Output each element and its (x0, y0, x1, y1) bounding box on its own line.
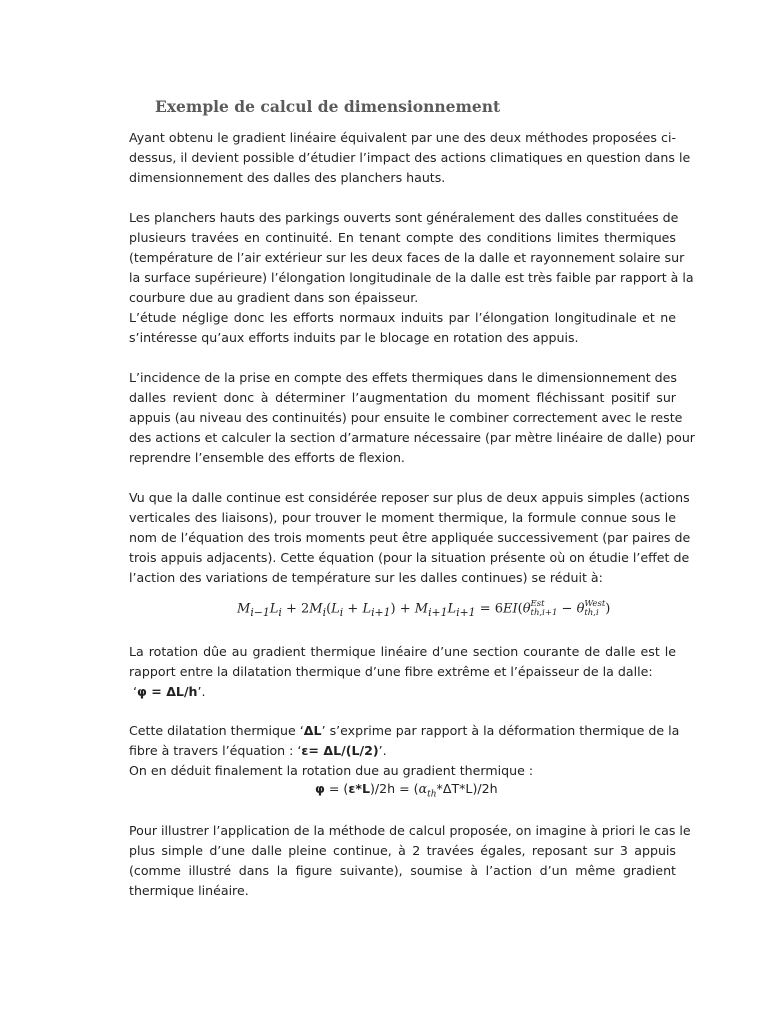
paragraph-planchers (129, 208, 694, 348)
paragraph-rotation (129, 642, 676, 702)
text-line: On en déduit finalement la rotation due au gradient thermique : (129, 763, 534, 778)
text-line: dessus, il devient possible d’étudier l’impact des actions climatiques en question dans le (129, 150, 691, 165)
text-line: trois appuis adjacents). Cette équation (pour la situation présente où on étudie l’effet de (129, 550, 690, 565)
text-line: (température de l’air extérieur sur les deux faces de la dalle et rayonnement solaire sur (129, 250, 685, 265)
text-line: (comme illustré dans la figure suivante), soumise à l’action d’un même gradient (129, 863, 676, 878)
text-line: La rotation dûe au gradient thermique linéaire d’une section courante de dalle est le (129, 644, 676, 659)
text-line: dalles revient donc à déterminer l’augmentation du moment fléchissant positif sur (129, 390, 676, 405)
text-line: verticales des liaisons), pour trouver le moment thermique, la formule connue sous le (129, 510, 676, 525)
text-line: s’intéresse qu’aux efforts induits par le blocage en rotation des appuis. (129, 330, 579, 345)
text-line: plusieurs travées en continuité. En tenant compte des conditions limites thermiques (129, 230, 676, 245)
text-line: fibre à travers l’équation : ‘ε= ΔL/(L/2)’. (129, 743, 387, 758)
text-line: courbure due au gradient dans son épaisseur. (129, 290, 419, 305)
text-line: appuis (au niveau des continuités) pour ensuite le combiner correctement avec le reste (129, 410, 683, 425)
text-line: Les planchers hauts des parkings ouverts sont généralement des dalles constituées de (129, 210, 679, 225)
three-moments-equation: $M_{i-1}L_i + 2M_i(L_i + L_{i+1}) + M_{i+1}L_{i+1} = 6EI(\theta$ Est th,i+1 − θ West th,i ) (237, 599, 611, 620)
paragraph-illustration (129, 821, 691, 901)
text-line: des actions et calculer la section d’armature nécessaire (par mètre linéaire de dalle) pour (129, 430, 695, 445)
text-line: thermique linéaire. (129, 883, 249, 898)
paragraph-incidence (129, 368, 695, 468)
text-line: L’incidence de la prise en compte des effets thermiques dans le dimensionnement des (129, 370, 677, 385)
text-line: rapport entre la dilatation thermique d’une fibre extrême et l’épaisseur de la dalle: (129, 664, 653, 679)
section-heading: Exemple de calcul de dimensionnement (155, 97, 501, 116)
text-line: nom de l’équation des trois moments peut être appliquée successivement (par paires de (129, 530, 691, 545)
paragraph-trois-moments (129, 488, 691, 588)
rotation-equation: $\varphi = (\varepsilon*L)/2h = (\alpha_{th}*\Delta T*L)/2h$ (315, 781, 498, 800)
text-line: Cette dilatation thermique ‘ΔL’ s’exprime par rapport à la déformation thermique de la (129, 723, 680, 738)
text-line: ‘φ = ΔL/h’. (129, 684, 206, 699)
strain-formula: ε= ΔL/(L/2) (301, 743, 379, 758)
rotation-formula: φ = ΔL/h (137, 684, 198, 699)
text-line: la surface supérieure) l’élongation longitudinale de la dalle est très faible par rapport à la (129, 270, 694, 285)
text-line: reprendre l’ensemble des efforts de flexion. (129, 450, 405, 465)
text-line: dimensionnement des dalles des planchers hauts. (129, 170, 446, 185)
text-line: Pour illustrer l’application de la méthode de calcul proposée, on imagine à priori le cas le (129, 823, 691, 838)
text-line: Vu que la dalle continue est considérée reposer sur plus de deux appuis simples (actions (129, 490, 690, 505)
text-line: L’étude néglige donc les efforts normaux induits par l’élongation longitudinale et ne (129, 310, 676, 325)
text-line: l’action des variations de température sur les dalles continues) se réduit à: (129, 570, 603, 585)
text-line: Ayant obtenu le gradient linéaire équivalent par une des deux méthodes proposées ci- (129, 130, 676, 145)
paragraph-intro (129, 128, 691, 188)
paragraph-dilatation (129, 721, 680, 781)
text-line: plus simple d’une dalle pleine continue, à 2 travées égales, reposant sur 3 appuis (129, 843, 676, 858)
